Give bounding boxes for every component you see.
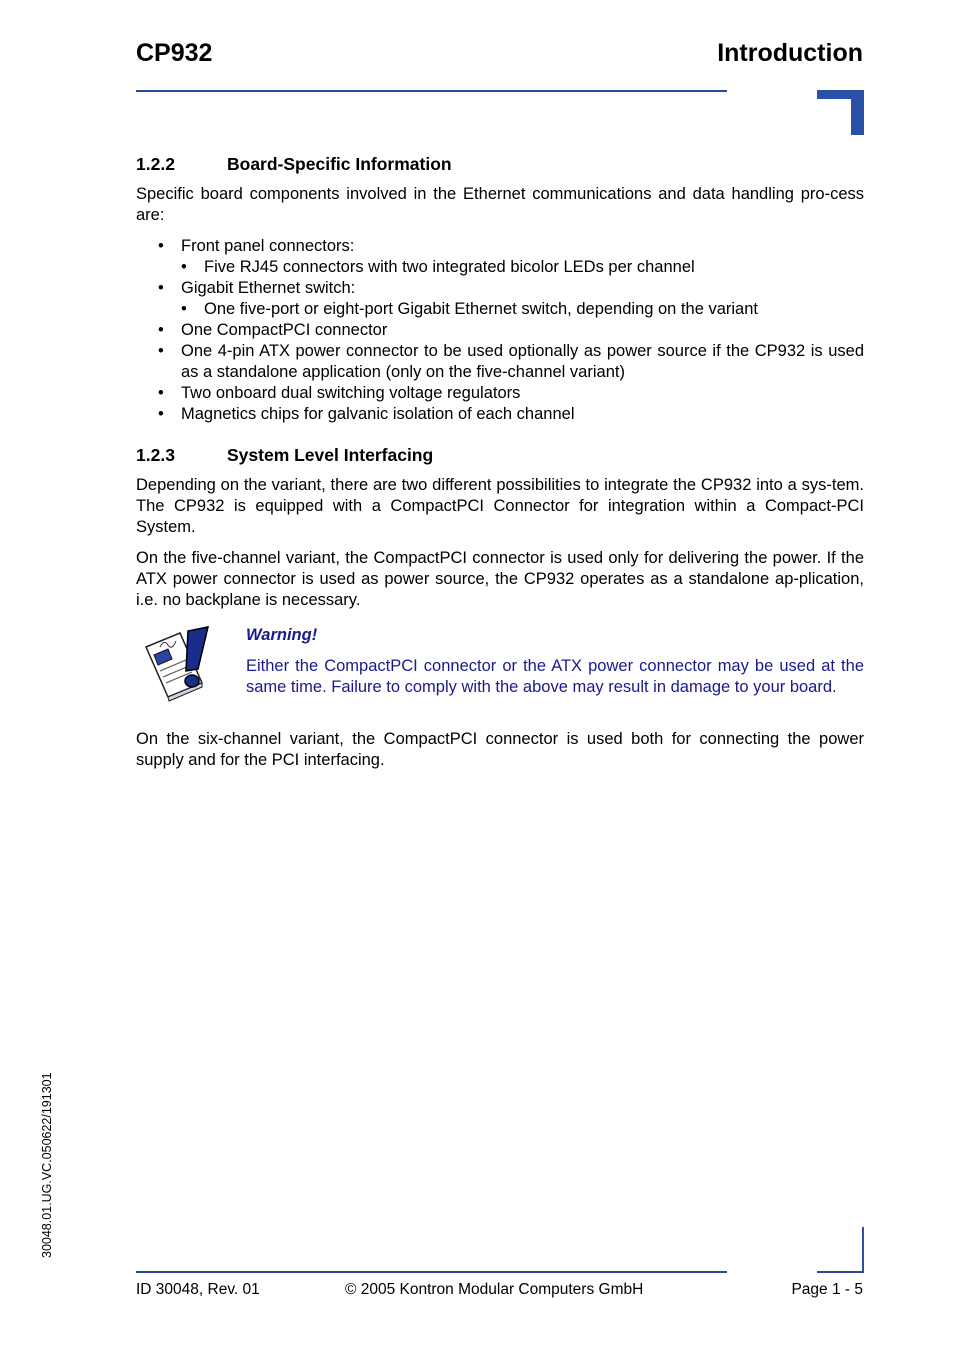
section-heading-1-2-3 xyxy=(136,443,864,467)
warning-title: Warning! xyxy=(246,626,318,644)
list-item: • Front panel connectors: • Five RJ45 connectors with two integrated bicolor LEDs per channel xyxy=(136,236,864,278)
header-rule xyxy=(136,90,727,92)
section-number: 1.2.3 xyxy=(136,445,175,465)
footer-page-number: Page 1 - 5 xyxy=(791,1281,863,1298)
section-title: Board-Specific Information xyxy=(227,154,452,174)
corner-mark-top-vertical xyxy=(851,90,864,135)
section-title: System Level Interfacing xyxy=(227,445,434,465)
main-content xyxy=(136,152,864,771)
document-side-id: 30048.01.UG.VC.050622/191301 xyxy=(40,1072,54,1258)
list-item: • Magnetics chips for galvanic isolation of each channel xyxy=(136,404,864,425)
paragraph: On the five-channel variant, the CompactPCI connector is used only for delivering the power. If the ATX power connector is used as power source, the CP932 operates as a standalone ap-plication, i.e. no backplane is necessary. xyxy=(136,549,864,609)
list-item: • Two onboard dual switching voltage regulators xyxy=(136,383,864,404)
list-subitem: • Five RJ45 connectors with two integrated bicolor LEDs per channel xyxy=(181,257,864,278)
paragraph: Depending on the variant, there are two different possibilities to integrate the CP932 into a sys-tem. The CP932 is equipped with a CompactPCI Connector for integration within a Compact-PCI System. xyxy=(136,476,864,536)
paragraph: On the six-channel variant, the CompactPCI connector is used both for connecting the power supply and for the PCI interfacing. xyxy=(136,730,864,769)
list-subitem: • One five-port or eight-port Gigabit Ethernet switch, depending on the variant xyxy=(181,299,864,320)
section-intro: Specific board components involved in the Ethernet communications and data handling pro-cess are: xyxy=(136,185,864,224)
warning-text-block xyxy=(246,625,864,709)
corner-mark-bottom xyxy=(862,1227,864,1272)
component-list xyxy=(136,236,864,425)
warning-icon xyxy=(136,625,246,709)
list-item: • One CompactPCI connector xyxy=(136,320,864,341)
footer-copyright: © 2005 Kontron Modular Computers GmbH xyxy=(345,1281,644,1298)
list-item: • One 4-pin ATX power connector to be used optionally as power source if the CP932 is used as a standalone application (only on the five-channel variant) xyxy=(136,341,864,383)
warning-box xyxy=(136,625,864,709)
section-number: 1.2.2 xyxy=(136,154,175,174)
header-product: CP932 xyxy=(136,39,213,67)
footer-doc-id: ID 30048, Rev. 01 xyxy=(136,1281,260,1298)
footer-rule-right xyxy=(817,1271,864,1273)
list-item: • Gigabit Ethernet switch: • One five-port or eight-port Gigabit Ethernet switch, depending on the variant xyxy=(136,278,864,320)
footer-rule xyxy=(136,1271,727,1273)
section-heading-1-2-2 xyxy=(136,152,864,176)
header-chapter: Introduction xyxy=(717,39,863,67)
warning-text: Either the CompactPCI connector or the ATX power connector may be used at the same time. Failure to comply with the above may result in damage to your board. xyxy=(246,657,864,696)
